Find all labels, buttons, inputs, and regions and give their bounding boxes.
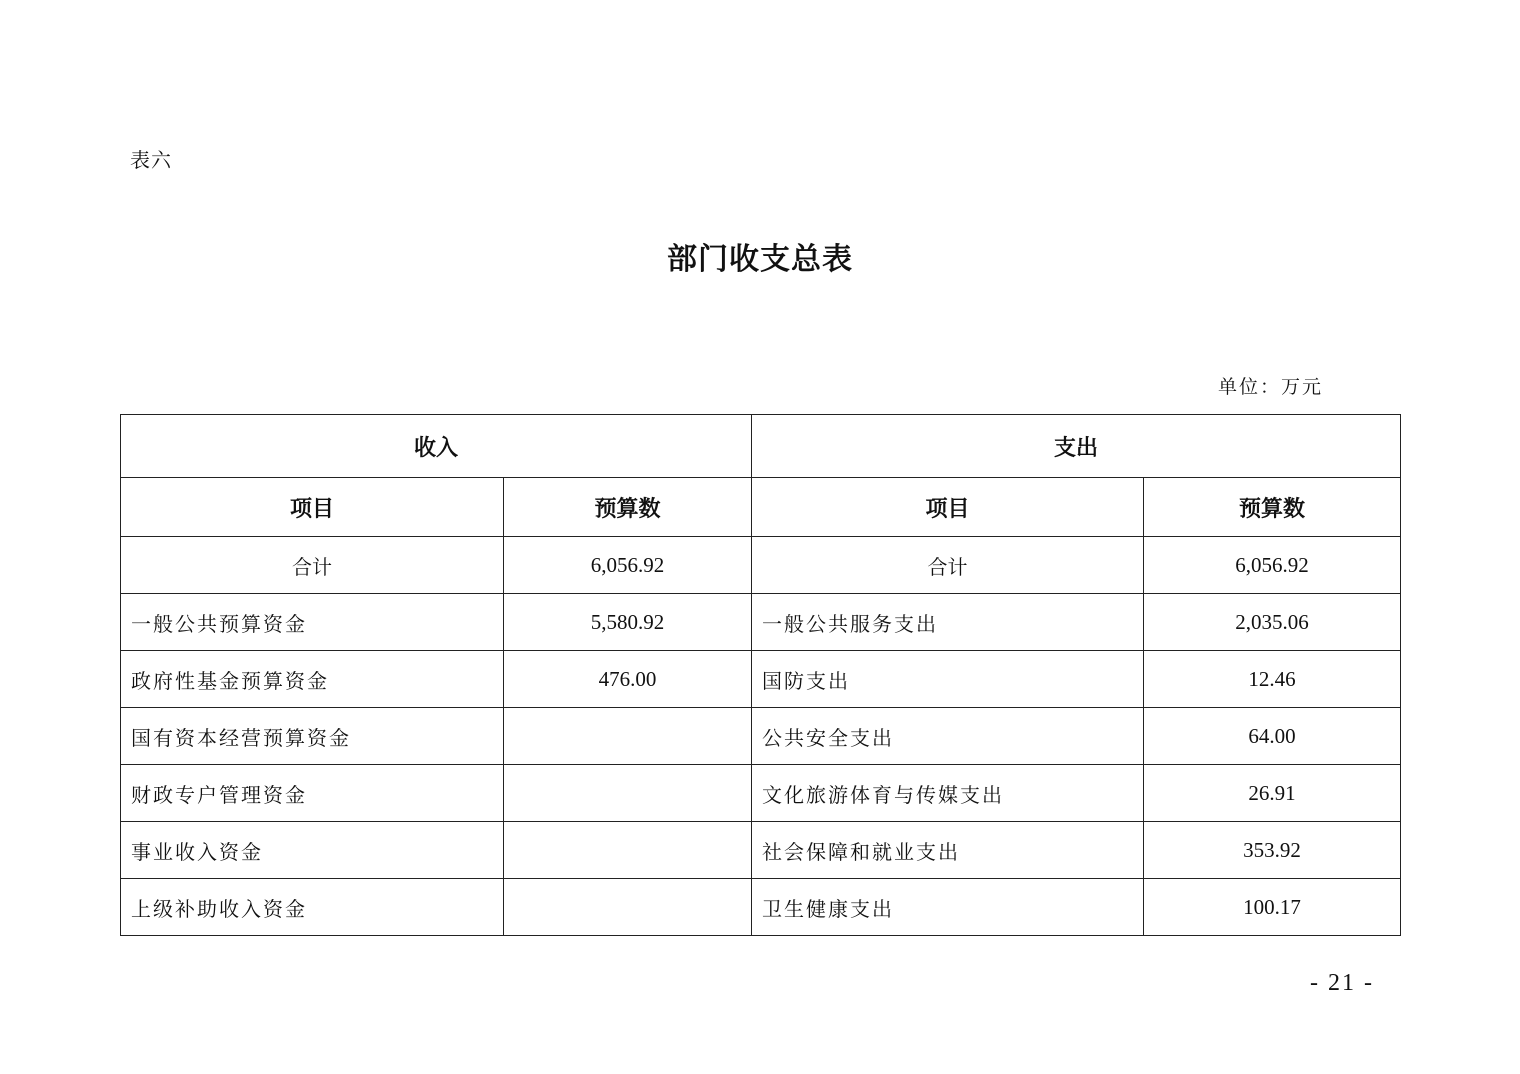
expenditure-value: 64.00 xyxy=(1144,708,1401,765)
table-row xyxy=(121,651,1401,708)
income-item: 国有资本经营预算资金 xyxy=(121,708,504,765)
income-item: 上级补助收入资金 xyxy=(121,879,504,936)
income-item: 财政专户管理资金 xyxy=(121,765,504,822)
expenditure-item: 社会保障和就业支出 xyxy=(752,822,1144,879)
page-title: 部门收支总表 xyxy=(667,242,853,277)
expenditure-group-header: 支出 xyxy=(752,415,1401,478)
expenditure-value: 12.46 xyxy=(1144,651,1401,708)
expenditure-value: 353.92 xyxy=(1144,822,1401,879)
column-header-row xyxy=(121,478,1401,537)
income-value: 476.00 xyxy=(504,651,752,708)
income-value xyxy=(504,765,752,822)
income-item: 一般公共预算资金 xyxy=(121,594,504,651)
income-value xyxy=(504,708,752,765)
expenditure-total-label: 合计 xyxy=(752,537,1144,594)
expenditure-item-header: 项目 xyxy=(752,478,1144,537)
budget-summary-table xyxy=(120,414,1401,936)
table-row xyxy=(121,708,1401,765)
income-value xyxy=(504,822,752,879)
total-row xyxy=(121,537,1401,594)
expenditure-item: 一般公共服务支出 xyxy=(752,594,1144,651)
income-amount-header: 预算数 xyxy=(504,478,752,537)
expenditure-value: 100.17 xyxy=(1144,879,1401,936)
table-row xyxy=(121,822,1401,879)
expenditure-total-value: 6,056.92 xyxy=(1144,537,1401,594)
income-value: 5,580.92 xyxy=(504,594,752,651)
page-number: - 21 - xyxy=(1310,970,1374,996)
expenditure-value: 26.91 xyxy=(1144,765,1401,822)
expenditure-value: 2,035.06 xyxy=(1144,594,1401,651)
expenditure-item: 国防支出 xyxy=(752,651,1144,708)
income-item: 事业收入资金 xyxy=(121,822,504,879)
income-item: 政府性基金预算资金 xyxy=(121,651,504,708)
unit-note: 单位：万元 xyxy=(1218,376,1324,398)
income-item-header: 项目 xyxy=(121,478,504,537)
expenditure-item: 文化旅游体育与传媒支出 xyxy=(752,765,1144,822)
income-total-label: 合计 xyxy=(121,537,504,594)
table-row xyxy=(121,594,1401,651)
expenditure-amount-header: 预算数 xyxy=(1144,478,1401,537)
table-label: 表六 xyxy=(130,148,172,172)
income-group-header: 收入 xyxy=(121,415,752,478)
table-row xyxy=(121,765,1401,822)
table-row xyxy=(121,879,1401,936)
group-header-row xyxy=(121,415,1401,478)
income-value xyxy=(504,879,752,936)
income-total-value: 6,056.92 xyxy=(504,537,752,594)
expenditure-item: 卫生健康支出 xyxy=(752,879,1144,936)
expenditure-item: 公共安全支出 xyxy=(752,708,1144,765)
